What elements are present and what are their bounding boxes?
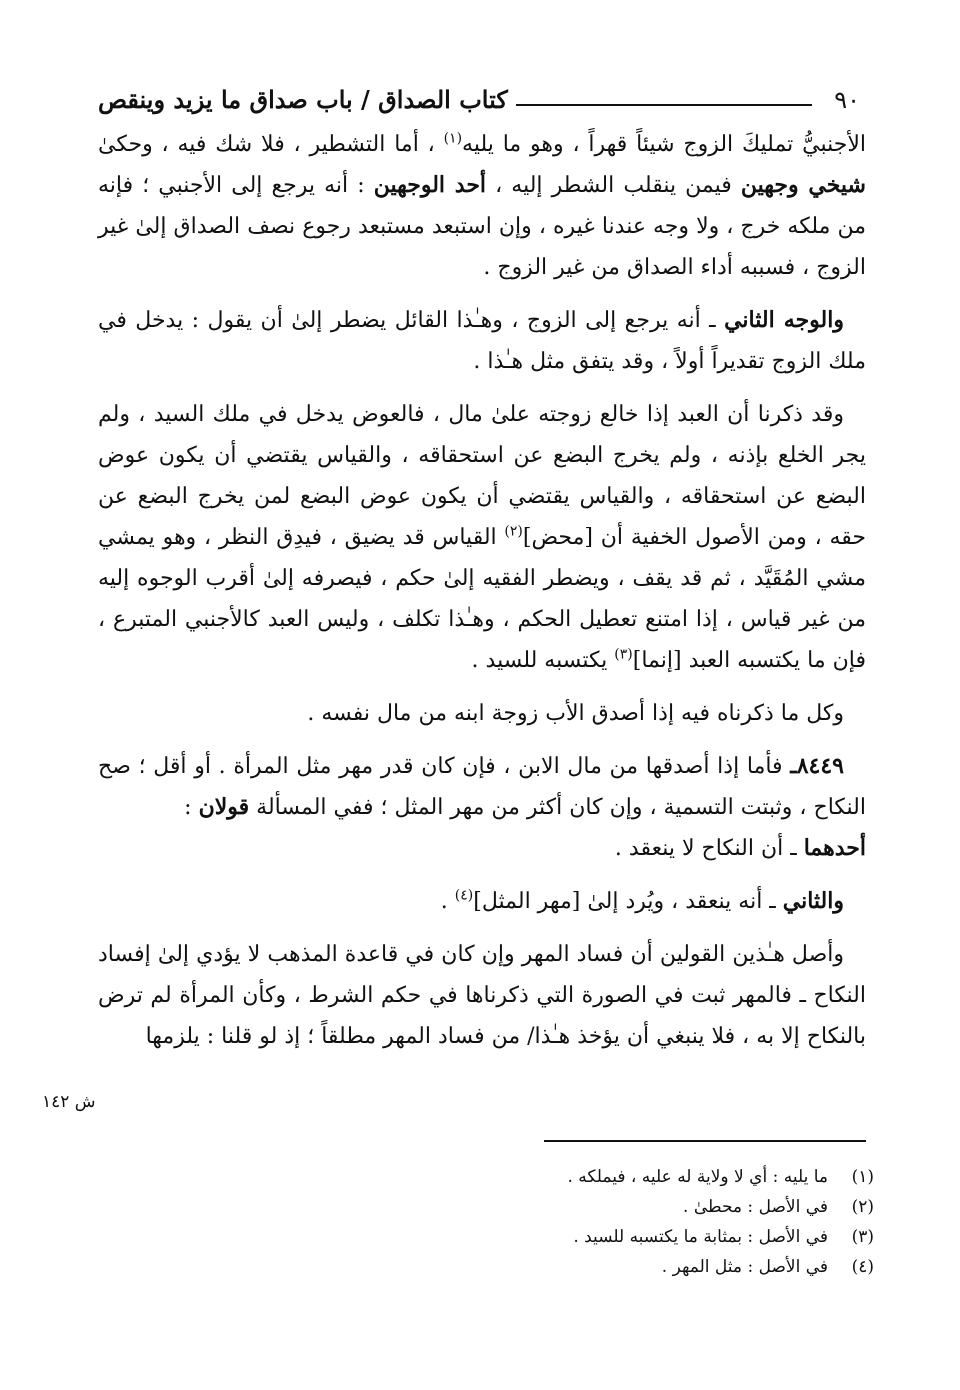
- footnote-divider: [544, 1140, 866, 1142]
- text-run: فيمن ينقلب الشطر إليه ،: [486, 173, 741, 198]
- text-run: .: [440, 889, 455, 914]
- text-run: ـ أنه يرجع إلى الزوج ، وهـٰذا القائل يضطر إلىٰ أن يقول : يدخل في ملك الزوج تقديراً أولاً ، وقد يتفق مثل هـٰذا .: [98, 308, 866, 374]
- footnotes: [98, 1162, 874, 1282]
- bold-term: قولان: [198, 794, 250, 820]
- bold-term: أحدهما: [803, 835, 866, 861]
- footnote-number: (٤): [851, 1257, 874, 1277]
- footnote-item: [98, 1252, 874, 1282]
- footnote-text: في الأصل : بمثابة ما يكتسبه للسيد .: [573, 1227, 828, 1247]
- main-text: [98, 124, 866, 1069]
- footnote-ref[interactable]: (٤): [454, 887, 474, 904]
- footnote-text: في الأصل : مثل المهر .: [661, 1257, 828, 1277]
- footnote-ref[interactable]: (١): [443, 130, 463, 147]
- margin-folio-note: ش ١٤٢: [42, 1092, 96, 1112]
- paragraph: وكل ما ذكرناه فيه إذا أصدق الأب زوجة ابنه من مال نفسه .: [307, 701, 844, 726]
- bold-term: أحد الوجهين: [373, 172, 487, 198]
- footnote-item: [98, 1222, 874, 1252]
- text-run: الأجنبيُّ تمليكَ الزوج شيئاً قهراً ، وهو ما يليه: [462, 132, 866, 157]
- page-header: [98, 74, 860, 114]
- footnote-text: في الأصل : محطىٰ .: [683, 1197, 828, 1217]
- paragraph: [98, 746, 866, 869]
- bold-term: والثاني: [782, 888, 844, 914]
- bold-term: شيخي وجهين: [740, 172, 866, 198]
- footnote-number: (٢): [851, 1197, 874, 1217]
- running-title: كتاب الصداق / باب صداق ما يزيد وينقص: [98, 85, 508, 114]
- paragraph: [98, 124, 866, 288]
- footnote-item: [98, 1162, 874, 1192]
- text-run: ـ أنه ينعقد ، ويُرد إلىٰ [مهر المثل]: [473, 889, 783, 914]
- text-run: :: [184, 795, 199, 820]
- footnote-item: [98, 1192, 874, 1222]
- text-run: القياس قد يضيق ، فيدِق النظر ، وهو يمشي مشي المُقَيَّد ، ثم قد يقف ، ويضطر الفقيه إلىٰ حكم ، فيصرفه إلىٰ أقرب الوجوه إليه من غير قياس ، إذا امتنع تعطيل الحكم ، وهـٰذا تكلف ، وليس العبد كالأجنبي المتبرع ، فإن ما يكتسبه العبد [إنما]: [98, 525, 866, 673]
- paragraph: وأصل هـٰذين القولين أن فساد المهر وإن كان في قاعدة المذهب لا يؤدي إلىٰ إفساد النكاح ـ فالمهر ثبت في الصورة التي ذكرناها في حكم الشرط ، وكأن المرأة لم ترض بالنكاح إلا به ، فلا ينبغي أن يؤخذ هـٰذا/ من فساد المهر مطلقاً ؛ إذ لو قلنا : يلزمها: [98, 942, 866, 1049]
- footnote-number: (٣): [851, 1227, 874, 1247]
- section-number: ٨٤٤٩ـ: [790, 753, 844, 779]
- bold-term: والوجه الثاني: [724, 307, 844, 333]
- text-run: ، أما التشطير ، فلا شك فيه ، وحكىٰ: [98, 132, 444, 157]
- paragraph: [98, 881, 866, 922]
- paragraph: [98, 300, 866, 382]
- header-rule: [516, 104, 812, 106]
- footnote-ref[interactable]: (٢): [504, 523, 523, 540]
- text-run: وقد ذكرنا أن العبد إذا خالع زوجته علىٰ مال ، فالعوض يدخل في ملك السيد ، ولم يجر الخلع بإذنه ، ولم يخرج البضع عن استحقاقه ، والقياس يقتضي أن يكون عوض البضع عن استحقاقه ، والقياس يقتضي أن يكون عوض البضع لمن يخرج البضع عن حقه ، ومن الأصول الخفية أن [محض]: [98, 402, 866, 550]
- text-run: : أنه يرجع إلى الأجنبي ؛ فإنه من ملكه خرج ، ولا وجه عندنا غيره ، وإن استبعد مستبعد رجوع نصف الصداق إلىٰ غير الزوج ، فسببه أداء الصداق من غير الزوج .: [98, 173, 866, 280]
- paragraph: [98, 394, 866, 681]
- text-run: فأما إذا أصدقها من مال الابن ، فإن كان قدر مهر مثل المرأة . أو أقل ؛ صح النكاح ، وثبتت التسمية ، وإن كان أكثر من مهر المثل ؛ ففي المسألة: [98, 754, 866, 820]
- page-number: ٩٠: [834, 86, 860, 114]
- footnote-text: ما يليه : أي لا ولاية له عليه ، فيملكه .: [567, 1167, 828, 1187]
- text-run: يكتسبه للسيد .: [471, 648, 615, 673]
- text-run: ـ أن النكاح لا ينعقد .: [614, 836, 804, 861]
- footnote-ref[interactable]: (٣): [614, 646, 633, 663]
- footnote-number: (١): [851, 1167, 874, 1187]
